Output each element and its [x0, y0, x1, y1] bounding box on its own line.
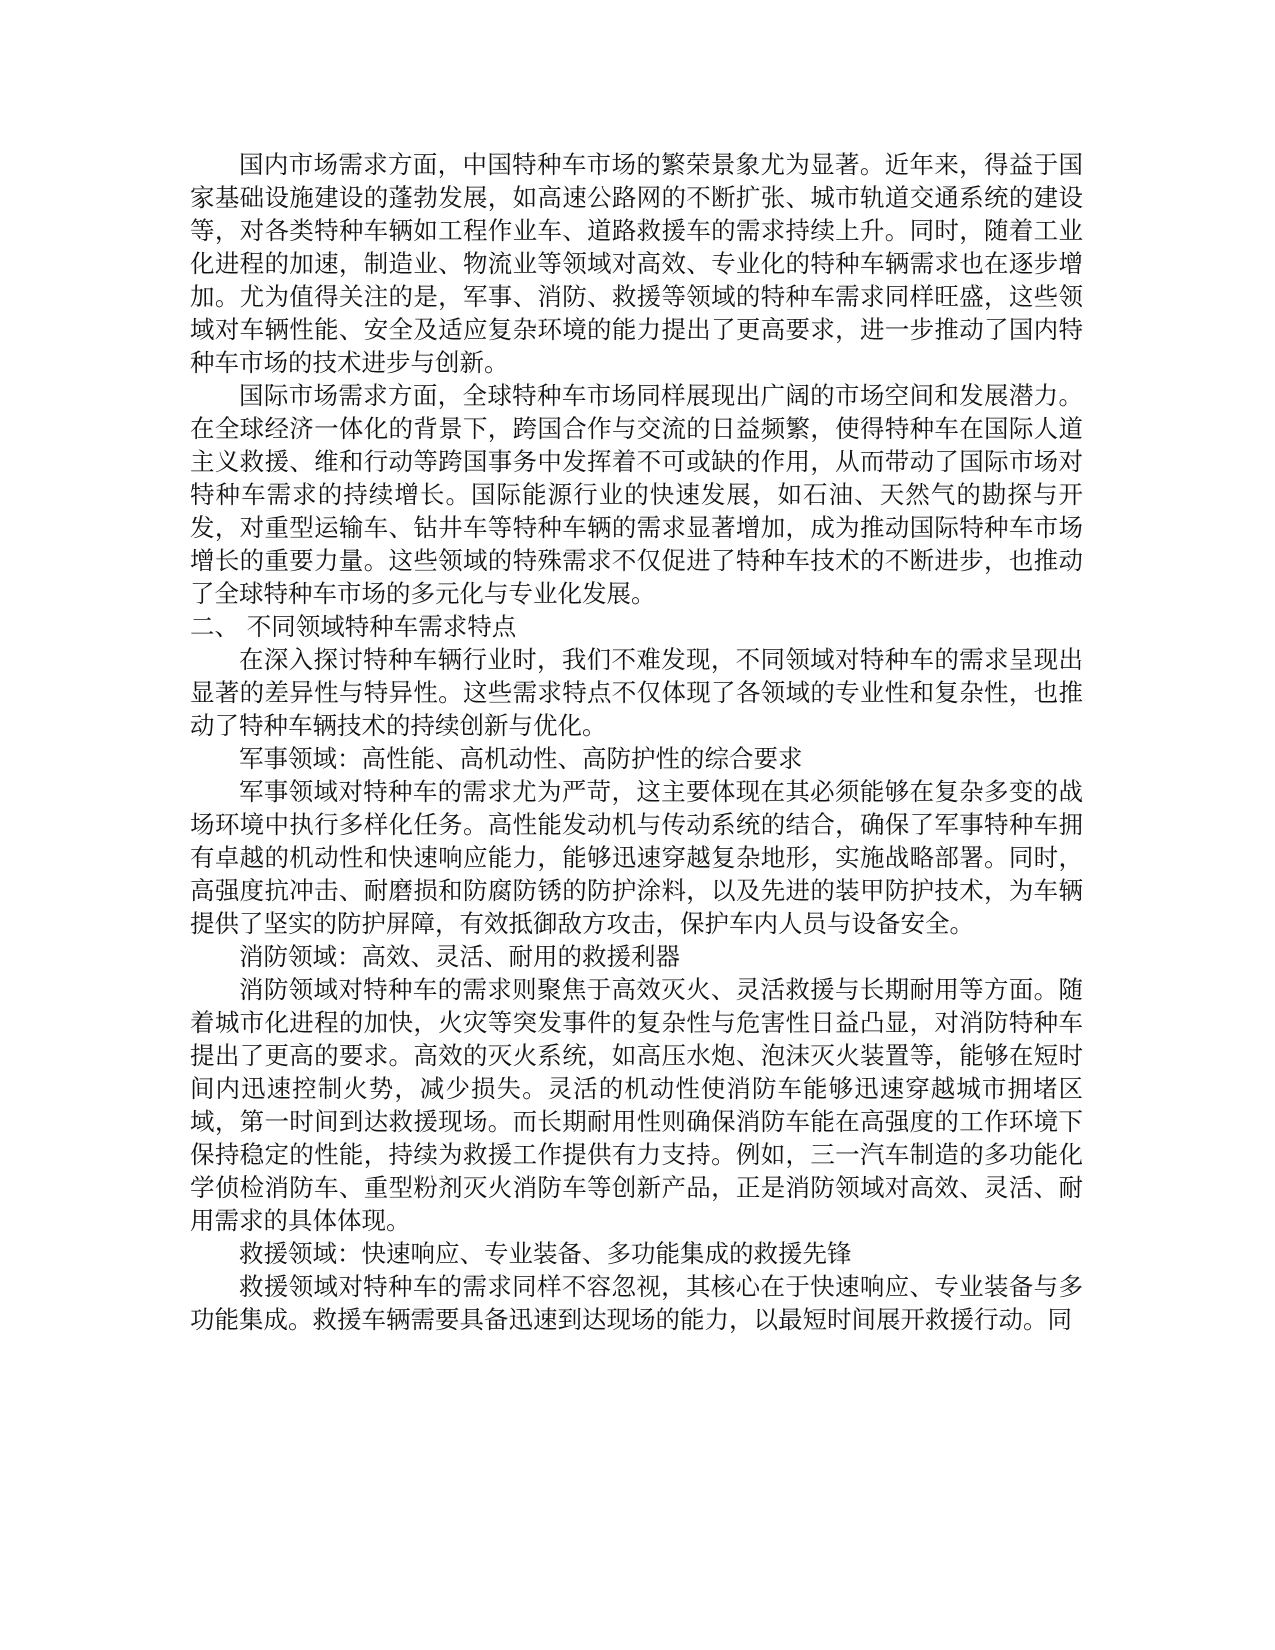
paragraph-military: 军事领域对特种车的需求尤为严苛，这主要体现在其必须能够在复杂多变的战场环境中执行多样化任务。高性能发动机与传动系统的结合，确保了军事特种车拥有卓越的机动性和快速响应能力，能够迅速穿越复杂地形，实施战略部署。同时，高强度抗冲击、耐磨损和防腐防锈的防护涂料，以及先进的装甲防护技术，为车辆提供了坚实的防护屏障，有效抵御敌方攻击，保护车内人员与设备安全。 — [190, 777, 1083, 938]
paragraph-international-market: 国际市场需求方面，全球特种车市场同样展现出广阔的市场空间和发展潜力。在全球经济一体化的背景下，跨国合作与交流的日益频繁，使得特种车在国际人道主义救援、维和行动等跨国事务中发挥着不可或缺的作用，从而带动了国际市场对特种车需求的持续增长。国际能源行业的快速发展，如石油、天然气的勘探与开发，对重型运输车、钻井车等特种车辆的需求显著增加，成为推动国际特种车市场增长的重要力量。这些领域的特殊需求不仅促进了特种车技术的不断进步，也推动了全球特种车市场的多元化与专业化发展。 — [190, 381, 1083, 608]
subheading-rescue: 救援领域：快速响应、专业装备、多功能集成的救援先锋 — [239, 1239, 852, 1268]
paragraph-rescue: 救援领域对特种车的需求同样不容忽视，其核心在于快速响应、专业装备与多功能集成。救援车辆需要具备迅速到达现场的能力，以最短时间展开救援行动。同 — [190, 1272, 1083, 1334]
paragraph-domestic-market: 国内市场需求方面，中国特种车市场的繁荣景象尤为显著。近年来，得益于国家基础设施建设的蓬勃发展，如高速公路网的不断扩张、城市轨道交通系统的建设等，对各类特种车辆如工程作业车、道路救援车的需求持续上升。同时，随着工业化进程的加速，制造业、物流业等领域对高效、专业化的特种车辆需求也在逐步增加。尤为值得关注的是，军事、消防、救援等领域的特种车需求同样旺盛，这些领域对车辆性能、安全及适应复杂环境的能力提出了更高要求，进一步推动了国内特种车市场的技术进步与创新。 — [190, 150, 1083, 377]
subheading-military: 军事领域：高性能、高机动性、高防护性的综合要求 — [239, 744, 803, 773]
paragraph-fire: 消防领域对特种车的需求则聚焦于高效灭火、灵活救援与长期耐用等方面。随着城市化进程的加快，火灾等突发事件的复杂性与危害性日益凸显，对消防特种车提出了更高的要求。高效的灭火系统，如高压水炮、泡沫灭火装置等，能够在短时间内迅速控制火势，减少损失。灵活的机动性使消防车能够迅速穿越城市拥堵区域，第一时间到达救援现场。而长期耐用性则确保消防车能在高强度的工作环境下保持稳定的性能，持续为救援工作提供有力支持。例如，三一汽车制造的多功能化学侦检消防车、重型粉剂灭火消防车等创新产品，正是消防领域对高效、灵活、耐用需求的具体体现。 — [190, 975, 1083, 1235]
paragraph-intro: 在深入探讨特种车辆行业时，我们不难发现，不同领域对特种车的需求呈现出显著的差异性与特异性。这些需求特点不仅体现了各领域的专业性和复杂性，也推动了特种车辆技术的持续创新与优化。 — [190, 645, 1083, 740]
subheading-fire: 消防领域：高效、灵活、耐用的救援利器 — [239, 942, 680, 971]
section-heading: 二、 不同领域特种车需求特点 — [190, 612, 517, 641]
document-page — [190, 148, 1083, 1336]
